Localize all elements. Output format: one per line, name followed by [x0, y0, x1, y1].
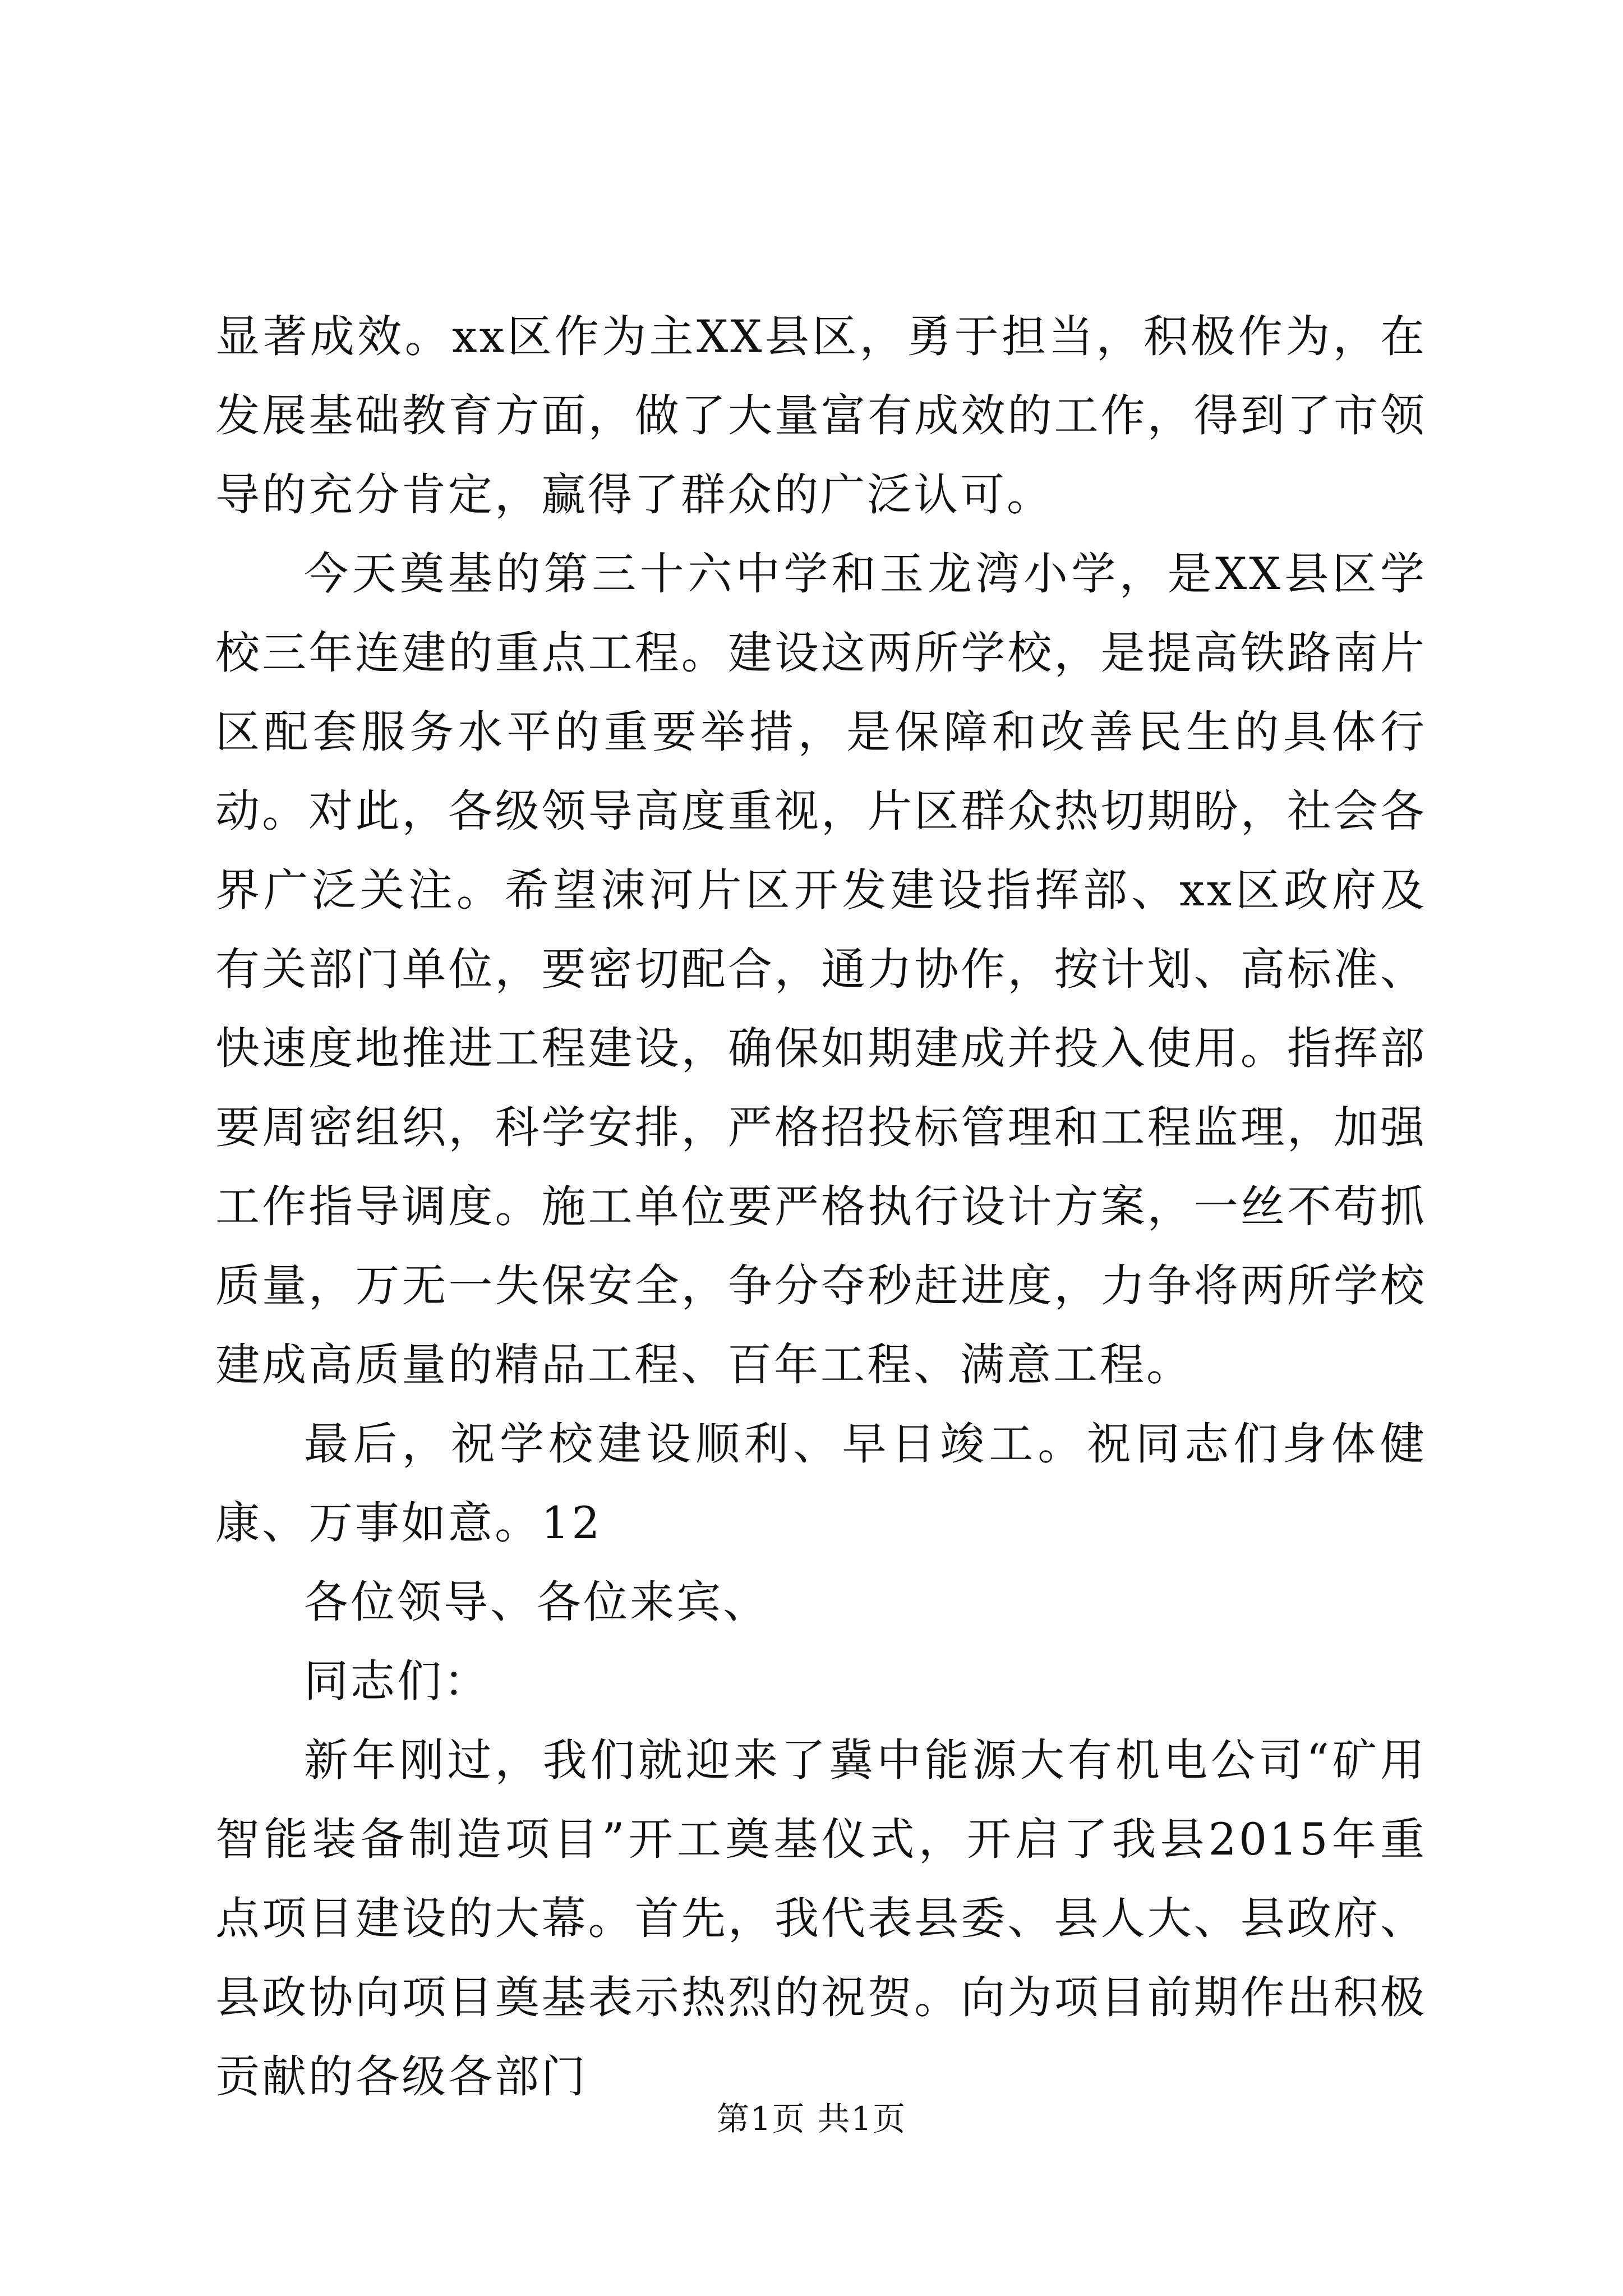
paragraph-3: 最后，祝学校建设顺利、早日竣工。祝同志们身体健康、万事如意。12 [215, 1418, 1427, 1549]
document-body [215, 297, 1427, 2116]
paragraph-1: 显著成效。xx区作为主XX县区，勇于担当，积极作为，在发展基础教育方面，做了大量富有成效的工作，得到了市领导的充分肯定，赢得了群众的广泛认可。 [215, 311, 1427, 521]
paragraph-5: 同志们： [304, 1655, 490, 1707]
paragraph-4: 各位领导、各位来宾、 [304, 1576, 769, 1628]
paragraph-6: 新年刚过，我们就迎来了冀中能源大有机电公司“矿用智能装备制造项目”开工奠基仪式，开启了我县2015年重点项目建设的大幕。首先，我代表县委、县人大、县政府、县政协向项目奠基表示热烈的祝贺。向为项目前期作出积极贡献的各级各部门 [215, 1734, 1427, 2102]
page-footer: 第1页 共1页 [716, 2100, 907, 2138]
paragraph-2: 今天奠基的第三十六中学和玉龙湾小学，是XX县区学校三年连建的重点工程。建设这两所学校，是提高铁路南片区配套服务水平的重要举措，是保障和改善民生的具体行动。对此，各级领导高度重视，片区群众热切期盼，社会各界广泛关注。希望涑河片区开发建设指挥部、xx区政府及有关部门单位，要密切配合，通力协作，按计划、高标准、快速度地推进工程建设，确保如期建成并投入使用。指挥部要周密组织，科学安排，严格招投标管理和工程监理，加强工作指导调度。施工单位要严格执行设计方案，一丝不苟抓质量，万无一失保安全，争分夺秒赶进度，力争将两所学校建成高质量的精品工程、百年工程、满意工程。 [215, 548, 1427, 1391]
